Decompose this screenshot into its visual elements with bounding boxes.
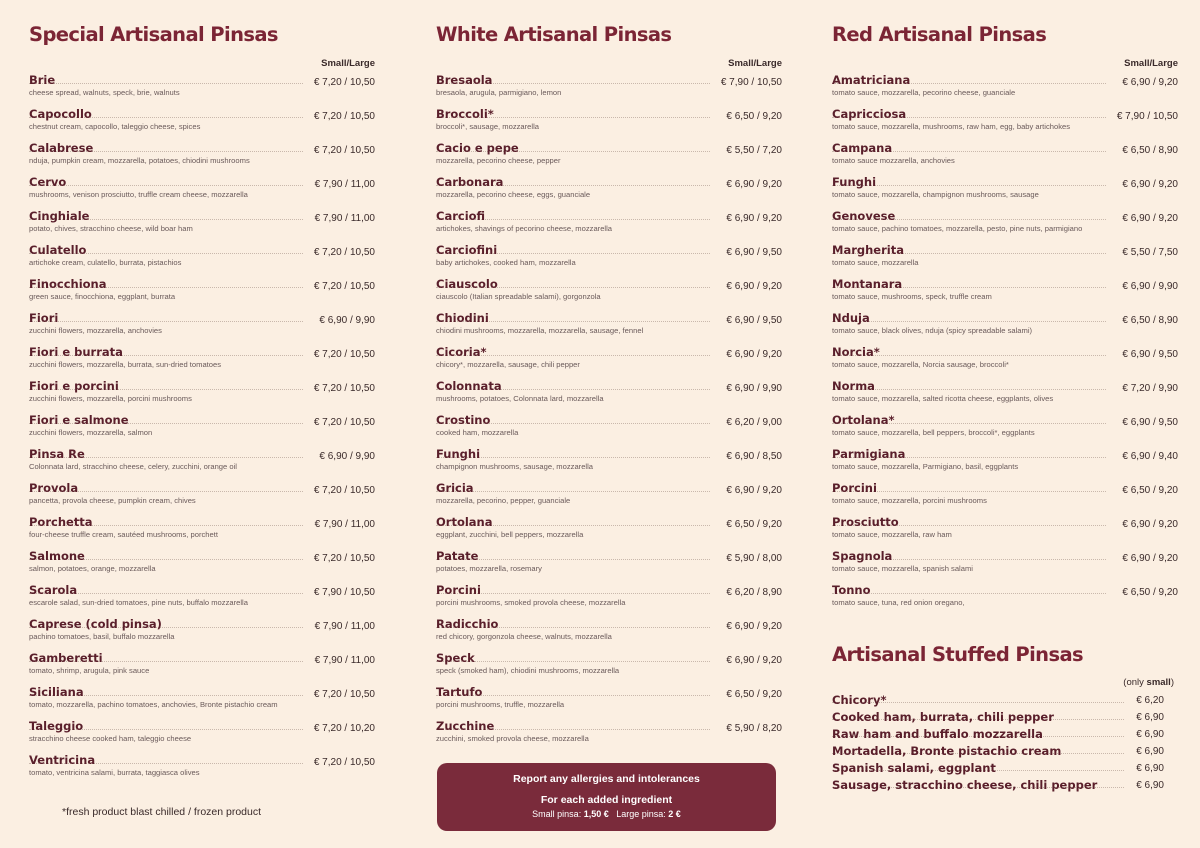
pinsa-price: € 6,90 / 9,40 — [1122, 451, 1178, 462]
pinsa-ingredients: mozzarella, pecorino cheese, pepper — [436, 156, 561, 165]
pinsa-price: € 6,20 / 9,00 — [726, 417, 782, 428]
pinsa-name: Cinghiale — [29, 209, 90, 223]
pinsa-price: € 6,90 / 9,20 — [726, 349, 782, 360]
pinsa-name: Amatriciana — [832, 73, 911, 87]
leader-dots — [29, 321, 303, 322]
menu-item — [832, 73, 1178, 107]
pinsa-price: € 6,90 / 9,20 — [1122, 77, 1178, 88]
pinsa-name: Norma — [832, 379, 875, 393]
menu-item — [436, 209, 782, 243]
pinsa-price: € 6,90 / 9,20 — [726, 485, 782, 496]
pinsa-price: € 6,50 / 9,20 — [726, 519, 782, 530]
pinsa-name: Campana — [832, 141, 893, 155]
pinsa-ingredients: artichoke cream, culatello, burrata, pistachios — [29, 258, 182, 267]
pinsa-ingredients: cheese spread, walnuts, speck, brie, walnuts — [29, 88, 180, 97]
pinsa-ingredients: tomato sauce, mushrooms, speck, truffle cream — [832, 292, 992, 301]
pinsa-name: Zucchine — [436, 719, 495, 733]
pinsa-name: Cacio e pepe — [436, 141, 519, 155]
pinsa-ingredients: ciauscolo (Italian spreadable salami), gorgonzola — [436, 292, 601, 301]
pinsa-name: Fiori — [29, 311, 59, 325]
pinsa-ingredients: tomato sauce, tuna, red onion oregano, — [832, 598, 965, 607]
pinsa-ingredients: artichokes, shavings of pecorino cheese, mozzarella — [436, 224, 613, 233]
stuffed-item — [832, 693, 1164, 710]
menu-item — [436, 651, 782, 685]
pinsa-name: Salmone — [29, 549, 85, 563]
pinsa-ingredients: salmon, potatoes, orange, mozzarella — [29, 564, 156, 573]
pinsa-ingredients: tomato sauce, mozzarella, bell peppers, broccoli*, eggplants — [832, 428, 1035, 437]
large-pinsa-label: Large pinsa: — [616, 809, 669, 819]
pinsa-name: Siciliana — [29, 685, 84, 699]
stuffed-price: € 6,90 — [1136, 729, 1164, 740]
menu-item — [436, 73, 782, 107]
menu-item — [832, 515, 1178, 549]
menu-list — [29, 73, 375, 787]
menu-item — [29, 209, 375, 243]
pinsa-ingredients: porcini mushrooms, smoked provola cheese, mozzarella — [436, 598, 626, 607]
pinsa-name: Crostino — [436, 413, 491, 427]
pinsa-name: Tartufo — [436, 685, 483, 699]
added-ingredient-heading: For each added ingredient — [540, 794, 673, 806]
pinsa-price: € 6,90 / 9,90 — [319, 451, 375, 462]
pinsa-price: € 7,20 / 10,50 — [313, 247, 375, 258]
added-ingredient-prices — [437, 809, 776, 819]
pinsa-name: Funghi — [832, 175, 877, 189]
pinsa-ingredients: potato, chives, stracchino cheese, wild boar ham — [29, 224, 193, 233]
pinsa-price: € 6,90 / 9,20 — [726, 655, 782, 666]
pinsa-ingredients: speck (smoked ham), chiodini mushrooms, mozzarella — [436, 666, 620, 675]
stuffed-name: Chicory* — [832, 693, 887, 707]
menu-item — [832, 209, 1178, 243]
pinsa-price: € 5,90 / 8,20 — [726, 723, 782, 734]
menu-item — [436, 583, 782, 617]
pinsa-price: € 7,90 / 11,00 — [314, 655, 375, 666]
menu-item — [29, 175, 375, 209]
pinsa-price: € 7,20 / 10,50 — [313, 77, 375, 88]
menu-list — [832, 73, 1178, 617]
pinsa-ingredients: zucchini flowers, mozzarella, porcini mushrooms — [29, 394, 192, 403]
menu-item — [436, 311, 782, 345]
pinsa-name: Parmigiana — [832, 447, 906, 461]
menu-item — [436, 345, 782, 379]
allergy-notice: Report any allergies and intolerances — [513, 773, 700, 785]
menu-item — [436, 549, 782, 583]
pinsa-price: € 6,50 / 8,90 — [1122, 315, 1178, 326]
pinsa-name: Carciofi — [436, 209, 486, 223]
pinsa-name: Scarola — [29, 583, 78, 597]
pinsa-ingredients: zucchini flowers, mozzarella, salmon — [29, 428, 153, 437]
stuffed-name: Cooked ham, burrata, chili pepper — [832, 710, 1054, 724]
menu-item — [436, 719, 782, 753]
menu-item — [29, 583, 375, 617]
menu-item — [832, 413, 1178, 447]
pinsa-ingredients: pachino tomatoes, basil, buffalo mozzarella — [29, 632, 175, 641]
pinsa-price: € 5,90 / 8,00 — [726, 553, 782, 564]
pinsa-price: € 7,20 / 10,50 — [313, 417, 375, 428]
leader-dots — [436, 491, 710, 492]
menu-item — [29, 515, 375, 549]
pinsa-name: Spagnola — [832, 549, 893, 563]
pinsa-name: Fiori e salmone — [29, 413, 129, 427]
pinsa-name: Ciauscolo — [436, 277, 498, 291]
pinsa-name: Taleggio — [29, 719, 84, 733]
pinsa-name: Speck — [436, 651, 475, 665]
menu-item — [29, 107, 375, 141]
leader-dots — [29, 185, 303, 186]
pinsa-ingredients: tomato sauce, mozzarella — [832, 258, 919, 267]
stuffed-name: Spanish salami, eggplant — [832, 761, 996, 775]
pinsa-price: € 6,90 / 9,20 — [1122, 179, 1178, 190]
pinsa-price: € 7,20 / 10,50 — [313, 111, 375, 122]
pinsa-price: € 7,90 / 11,00 — [314, 519, 375, 530]
menu-item — [832, 583, 1178, 617]
stuffed-pinsas-title: Artisanal Stuffed Pinsas — [832, 643, 1084, 666]
pinsa-ingredients: bresaola, arugula, parmigiano, lemon — [436, 88, 562, 97]
menu-item — [832, 481, 1178, 515]
pinsa-price: € 6,50 / 8,90 — [1122, 145, 1178, 156]
menu-item — [29, 447, 375, 481]
small-pinsa-label: Small pinsa: — [532, 809, 584, 819]
pinsa-ingredients: eggplant, zucchini, bell peppers, mozzarella — [436, 530, 584, 539]
pinsa-name: Carciofini — [436, 243, 498, 257]
pinsa-price: € 6,20 / 8,90 — [726, 587, 782, 598]
menu-item — [832, 277, 1178, 311]
pinsa-ingredients: tomato sauce, mozzarella, Norcia sausage, broccoli* — [832, 360, 1009, 369]
pinsa-price: € 5,50 / 7,20 — [726, 145, 782, 156]
pinsa-ingredients: green sauce, finocchiona, eggplant, burrata — [29, 292, 176, 301]
menu-item — [29, 277, 375, 311]
pinsa-price: € 6,90 / 9,20 — [726, 281, 782, 292]
stuffed-pinsas-list — [832, 693, 1164, 795]
menu-item — [436, 243, 782, 277]
pinsa-name: Genovese — [832, 209, 896, 223]
leader-dots — [832, 593, 1106, 594]
pinsa-name: Culatello — [29, 243, 87, 257]
stuffed-name: Mortadella, Bronte pistachio cream — [832, 744, 1062, 758]
pinsa-name: Patate — [436, 549, 479, 563]
menu-item — [29, 617, 375, 651]
pinsa-ingredients: nduja, pumpkin cream, mozzarella, potatoes, chiodini mushrooms — [29, 156, 250, 165]
pinsa-name: Pinsa Re — [29, 447, 85, 461]
section-title: White Artisanal Pinsas — [436, 23, 672, 46]
pinsa-ingredients: tomato, ventricina salami, burrata, taggiasca olives — [29, 768, 200, 777]
pinsa-name: Norcia* — [832, 345, 880, 359]
menu-item — [832, 175, 1178, 209]
pinsa-ingredients: tomato sauce, mozzarella, salted ricotta cheese, eggplants, olives — [832, 394, 1054, 403]
pinsa-price: € 7,90 / 10,50 — [1116, 111, 1178, 122]
size-header: Small/Large — [321, 58, 375, 69]
pinsa-ingredients: mushrooms, venison prosciutto, truffle cream cheese, mozzarella — [29, 190, 248, 199]
pinsa-name: Chiodini — [436, 311, 489, 325]
pinsa-ingredients: four-cheese truffle cream, sautéed mushrooms, porchett — [29, 530, 218, 539]
pinsa-price: € 6,90 / 9,50 — [726, 247, 782, 258]
pinsa-price: € 5,50 / 7,50 — [1122, 247, 1178, 258]
pinsa-ingredients: mozzarella, pecorino, pepper, guanciale — [436, 496, 571, 505]
pinsa-ingredients: chicory*, mozzarella, sausage, chili pepper — [436, 360, 580, 369]
note-suffix: ) — [1170, 677, 1174, 688]
pinsa-ingredients: tomato sauce, mozzarella, raw ham — [832, 530, 952, 539]
menu-item — [832, 141, 1178, 175]
pinsa-price: € 6,50 / 9,20 — [1122, 485, 1178, 496]
pinsa-price: € 7,20 / 10,50 — [313, 349, 375, 360]
pinsa-name: Finocchiona — [29, 277, 107, 291]
only-small-note — [1123, 677, 1174, 688]
pinsa-name: Colonnata — [436, 379, 502, 393]
pinsa-price: € 6,90 / 9,90 — [726, 383, 782, 394]
pinsa-name: Capricciosa — [832, 107, 907, 121]
stuffed-item — [832, 727, 1164, 744]
menu-item — [29, 345, 375, 379]
note-prefix: (only — [1123, 677, 1147, 688]
pinsa-name: Gamberetti — [29, 651, 103, 665]
stuffed-name: Sausage, stracchino cheese, chili pepper — [832, 778, 1098, 792]
pinsa-ingredients: mushrooms, potatoes, Colonnata lard, mozzarella — [436, 394, 604, 403]
section-title: Red Artisanal Pinsas — [832, 23, 1047, 46]
pinsa-ingredients: pancetta, provola cheese, pumpkin cream, chives — [29, 496, 196, 505]
stuffed-name: Raw ham and buffalo mozzarella — [832, 727, 1043, 741]
menu-item — [832, 345, 1178, 379]
leader-dots — [832, 321, 1106, 322]
stuffed-price: € 6,90 — [1136, 780, 1164, 791]
pinsa-price: € 7,90 / 11,00 — [314, 621, 375, 632]
pinsa-price: € 7,20 / 10,50 — [313, 383, 375, 394]
pinsa-ingredients: tomato sauce, mozzarella, champignon mushrooms, sausage — [832, 190, 1039, 199]
menu-item — [832, 447, 1178, 481]
pinsa-price: € 6,90 / 9,90 — [1122, 281, 1178, 292]
small-pinsa-price: 1,50 € — [583, 809, 609, 819]
menu-item — [436, 685, 782, 719]
menu-item — [436, 515, 782, 549]
stuffed-price: € 6,90 — [1136, 746, 1164, 757]
pinsa-ingredients: zucchini flowers, mozzarella, anchovies — [29, 326, 162, 335]
pinsa-name: Carbonara — [436, 175, 504, 189]
pinsa-ingredients: tomato, shrimp, arugula, pink sauce — [29, 666, 150, 675]
pinsa-ingredients: broccoli*, sausage, mozzarella — [436, 122, 539, 131]
stuffed-price: € 6,20 — [1136, 695, 1164, 706]
pinsa-price: € 6,90 / 9,20 — [726, 213, 782, 224]
stuffed-item — [832, 778, 1164, 795]
pinsa-price: € 7,90 / 10,50 — [313, 587, 375, 598]
pinsa-name: Bresaola — [436, 73, 493, 87]
pinsa-price: € 6,90 / 9,50 — [1122, 417, 1178, 428]
pinsa-name: Gricia — [436, 481, 474, 495]
menu-item — [832, 549, 1178, 583]
leader-dots — [29, 83, 303, 84]
pinsa-ingredients: mozzarella, pecorino cheese, eggs, guanciale — [436, 190, 591, 199]
pinsa-name: Porcini — [832, 481, 877, 495]
pinsa-price: € 7,20 / 10,20 — [313, 723, 375, 734]
menu-item — [29, 753, 375, 787]
pinsa-name: Margherita — [832, 243, 904, 257]
pinsa-price: € 6,90 / 8,50 — [726, 451, 782, 462]
pinsa-ingredients: tomato sauce, mozzarella, porcini mushrooms — [832, 496, 987, 505]
menu-item — [29, 243, 375, 277]
note-bold: small — [1146, 677, 1171, 688]
pinsa-price: € 7,20 / 10,50 — [313, 281, 375, 292]
pinsa-price: € 7,20 / 10,50 — [313, 689, 375, 700]
pinsa-name: Ortolana — [436, 515, 493, 529]
pinsa-ingredients: tomato sauce, mozzarella, mushrooms, raw ham, egg, baby artichokes — [832, 122, 1071, 131]
pinsa-name: Calabrese — [29, 141, 94, 155]
menu-item — [29, 549, 375, 583]
pinsa-ingredients: tomato sauce, mozzarella, Parmigiano, basil, eggplants — [832, 462, 1019, 471]
pinsa-price: € 7,90 / 11,00 — [314, 213, 375, 224]
large-pinsa-price: 2 € — [668, 809, 681, 819]
pinsa-price: € 6,90 / 9,20 — [726, 621, 782, 632]
pinsa-price: € 6,50 / 9,20 — [1122, 587, 1178, 598]
pinsa-name: Tonno — [832, 583, 871, 597]
stuffed-price: € 6,90 — [1136, 712, 1164, 723]
menu-item — [29, 481, 375, 515]
pinsa-ingredients: champignon mushrooms, sausage, mozzarella — [436, 462, 594, 471]
pinsa-name: Radicchio — [436, 617, 499, 631]
pinsa-price: € 6,90 / 9,20 — [1122, 213, 1178, 224]
pinsa-ingredients: potatoes, mozzarella, rosemary — [436, 564, 542, 573]
pinsa-price: € 7,90 / 11,00 — [314, 179, 375, 190]
menu-item — [29, 651, 375, 685]
pinsa-price: € 6,90 / 9,90 — [319, 315, 375, 326]
pinsa-ingredients: porcini mushrooms, truffle, mozzarella — [436, 700, 565, 709]
menu-item — [436, 277, 782, 311]
menu-item — [29, 311, 375, 345]
menu-item — [832, 311, 1178, 345]
menu-item — [29, 141, 375, 175]
pinsa-price: € 7,20 / 9,90 — [1122, 383, 1178, 394]
pinsa-ingredients: stracchino cheese cooked ham, taleggio cheese — [29, 734, 192, 743]
pinsa-ingredients: tomato sauce mozzarella, anchovies — [832, 156, 955, 165]
pinsa-name: Cicoria* — [436, 345, 487, 359]
pinsa-name: Porcini — [436, 583, 481, 597]
pinsa-price: € 7,20 / 10,50 — [313, 553, 375, 564]
pinsa-ingredients: red chicory, gorgonzola cheese, walnuts, mozzarella — [436, 632, 612, 641]
menu-item — [29, 379, 375, 413]
pinsa-name: Ortolana* — [832, 413, 895, 427]
pinsa-ingredients: chiodini mushrooms, mozzarella, mozzarella, sausage, fennel — [436, 326, 644, 335]
pinsa-price: € 7,20 / 10,50 — [313, 757, 375, 768]
pinsa-name: Fiori e burrata — [29, 345, 123, 359]
pinsa-ingredients: tomato sauce, black olives, nduja (spicy spreadable salami) — [832, 326, 1033, 335]
menu-item — [29, 719, 375, 753]
pinsa-price: € 6,50 / 9,20 — [726, 111, 782, 122]
pinsa-name: Brie — [29, 73, 56, 87]
menu-item — [832, 107, 1178, 141]
pinsa-ingredients: zucchini flowers, mozzarella, burrata, sun-dried tomatoes — [29, 360, 222, 369]
stuffed-item — [832, 744, 1164, 761]
pinsa-ingredients: tomato sauce, mozzarella, spanish salami — [832, 564, 973, 573]
pinsa-price: € 7,20 / 10,50 — [313, 485, 375, 496]
size-header: Small/Large — [1124, 58, 1178, 69]
menu-item — [29, 685, 375, 719]
stuffed-item — [832, 761, 1164, 778]
pinsa-name: Porchetta — [29, 515, 93, 529]
pinsa-name: Capocollo — [29, 107, 92, 121]
menu-item — [436, 617, 782, 651]
menu-item — [436, 481, 782, 515]
section-title: Special Artisanal Pinsas — [29, 23, 278, 46]
pinsa-ingredients: zucchini, smoked provola cheese, mozzarella — [436, 734, 589, 743]
pinsa-ingredients: tomato, mozzarella, pachino tomatoes, anchovies, Bronte pistachio cream — [29, 700, 278, 709]
menu-item — [29, 413, 375, 447]
pinsa-name: Prosciutto — [832, 515, 899, 529]
pinsa-ingredients: cooked ham, mozzarella — [436, 428, 519, 437]
pinsa-price: € 6,90 / 9,20 — [1122, 553, 1178, 564]
pinsa-name: Funghi — [436, 447, 481, 461]
menu-item — [832, 379, 1178, 413]
pinsa-ingredients: tomato sauce, mozzarella, pecorino cheese, guanciale — [832, 88, 1016, 97]
pinsa-name: Nduja — [832, 311, 870, 325]
stuffed-price: € 6,90 — [1136, 763, 1164, 774]
menu-item — [436, 175, 782, 209]
pinsa-name: Broccoli* — [436, 107, 494, 121]
pinsa-price: € 7,90 / 10,50 — [720, 77, 782, 88]
pinsa-ingredients: baby artichokes, cooked ham, mozzarella — [436, 258, 576, 267]
pinsa-price: € 6,90 / 9,50 — [1122, 349, 1178, 360]
pinsa-name: Provola — [29, 481, 79, 495]
pinsa-name: Montanara — [832, 277, 903, 291]
pinsa-name: Fiori e porcini — [29, 379, 119, 393]
pinsa-ingredients: Colonnata lard, stracchino cheese, celery, zucchini, orange oil — [29, 462, 237, 471]
footnote: *fresh product blast chilled / frozen product — [62, 806, 262, 818]
menu-item — [436, 107, 782, 141]
menu-item — [436, 379, 782, 413]
menu-item — [436, 447, 782, 481]
size-header: Small/Large — [728, 58, 782, 69]
pinsa-name: Caprese (cold pinsa) — [29, 617, 162, 631]
stuffed-item — [832, 710, 1164, 727]
pinsa-name: Ventricina — [29, 753, 96, 767]
pinsa-price: € 6,90 / 9,20 — [1122, 519, 1178, 530]
allergy-info-box — [437, 763, 776, 831]
menu-item — [436, 141, 782, 175]
pinsa-name: Cervo — [29, 175, 67, 189]
pinsa-ingredients: escarole salad, sun-dried tomatoes, pine nuts, buffalo mozzarella — [29, 598, 248, 607]
leader-dots — [436, 661, 710, 662]
menu-item — [436, 413, 782, 447]
pinsa-price: € 6,90 / 9,20 — [726, 179, 782, 190]
pinsa-ingredients: chestnut cream, capocollo, taleggio cheese, spices — [29, 122, 201, 131]
menu-item — [29, 73, 375, 107]
pinsa-price: € 6,50 / 9,20 — [726, 689, 782, 700]
menu-list — [436, 73, 782, 753]
menu-item — [832, 243, 1178, 277]
pinsa-price: € 7,20 / 10,50 — [313, 145, 375, 156]
pinsa-ingredients: tomato sauce, pachino tomatoes, mozzarella, pesto, pine nuts, parmigiano — [832, 224, 1083, 233]
pinsa-price: € 6,90 / 9,50 — [726, 315, 782, 326]
